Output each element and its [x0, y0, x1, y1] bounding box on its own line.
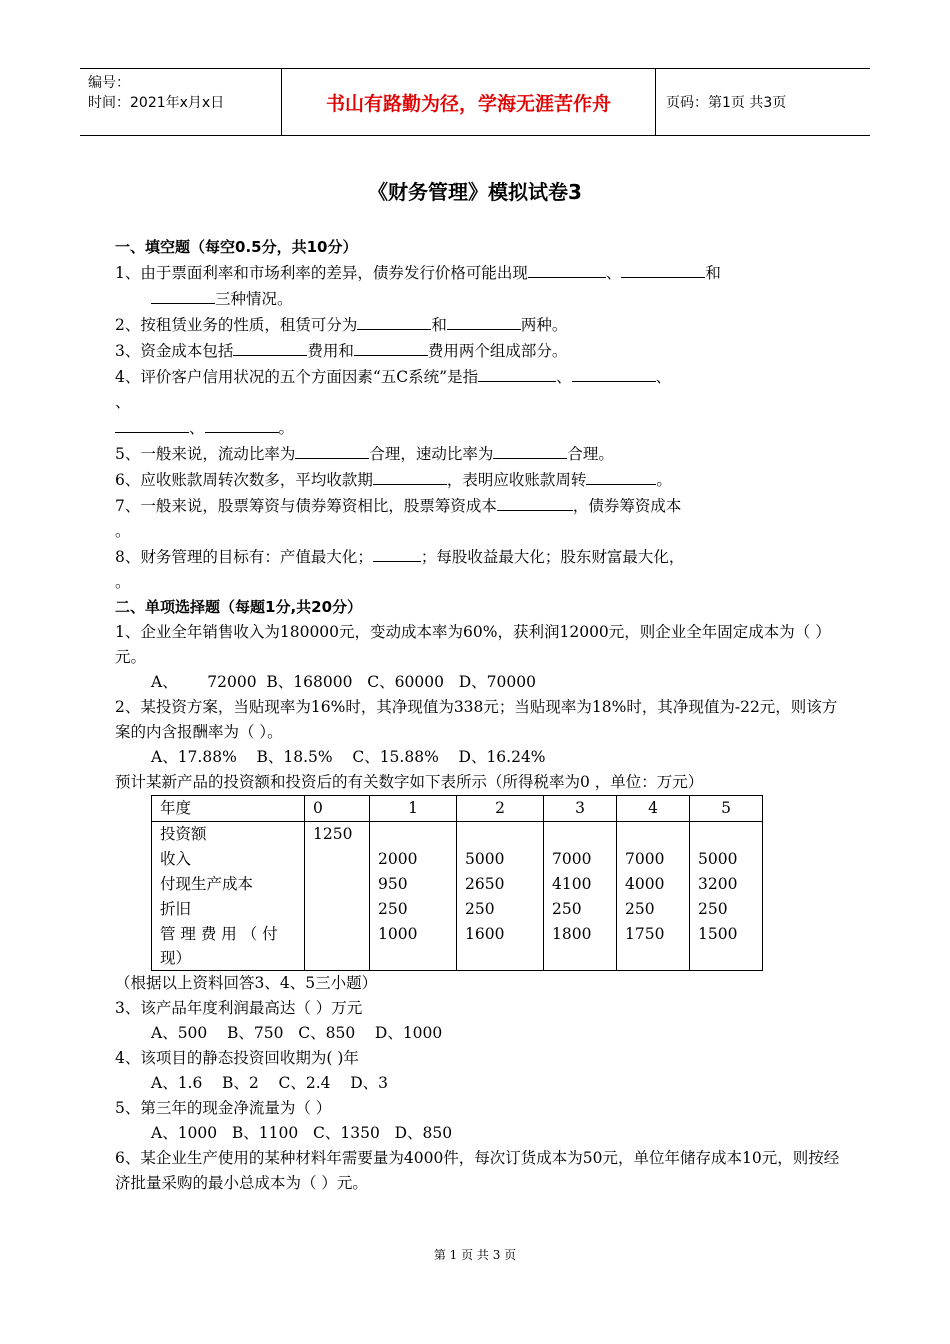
- table-label-cell: [152, 822, 305, 971]
- table-cell: [690, 822, 763, 971]
- table-cell: [457, 822, 544, 971]
- table-header-cell: 3: [544, 796, 617, 822]
- cell-value: 1600: [465, 925, 505, 943]
- blank: [493, 441, 567, 459]
- table-header-cell: 年度: [152, 796, 305, 822]
- text: 。: [115, 573, 131, 591]
- choice-q4: 4、该项目的静态投资回收期为( )年: [115, 1049, 359, 1067]
- choice-q1-options: A、 72000 B、168000 C、60000 D、70000: [151, 673, 536, 691]
- text: 。: [115, 522, 131, 540]
- blank: [151, 286, 215, 304]
- blank: [572, 364, 656, 382]
- table-intro: 预计某新产品的投资额和投资后的有关数字如下表所示（所得税率为0 ，单位：万元）: [115, 773, 704, 791]
- cell-value: 7000: [625, 850, 665, 868]
- cell-value: 1000: [378, 925, 418, 943]
- cell-value: 250: [698, 900, 728, 918]
- text: 合理。: [567, 445, 614, 463]
- blank: [497, 493, 573, 511]
- table-cell: [617, 822, 690, 971]
- text: 6、应收账款周转次数多，平均收款期: [115, 471, 373, 489]
- text: 三种情况。: [215, 290, 293, 308]
- blank: [528, 260, 606, 278]
- text: 2、按租赁业务的性质，租赁可分为: [115, 316, 358, 334]
- code-label: 编号：: [88, 75, 130, 91]
- cell-value: 2000: [378, 850, 418, 868]
- choice-q1: 1、企业全年销售收入为180000元，变动成本率为60%，获利润12000元，则企业全年固定成本为（ ）元。: [115, 623, 831, 666]
- blank: [447, 312, 521, 330]
- cell-value: 250: [625, 900, 655, 918]
- cell-value: 3200: [698, 875, 738, 893]
- document-title: 《财务管理》模拟试卷3: [368, 180, 582, 204]
- table-cell: [370, 822, 457, 971]
- cell-value: 2650: [465, 875, 505, 893]
- table-cell: [544, 822, 617, 971]
- blank: [586, 467, 656, 485]
- row-label: 管 理 费 用 （ 付现）: [160, 925, 278, 967]
- exam-body: [115, 235, 840, 1196]
- table-header-cell: 2: [457, 796, 544, 822]
- cell-value: 4100: [552, 875, 592, 893]
- choice-q2: 2、某投资方案，当贴现率为16%时，其净现值为338元；当贴现率为18%时，其净现值为-22元，则该方案的内含报酬率为（ ）。: [115, 698, 838, 741]
- cell-value: 5000: [465, 850, 505, 868]
- choice-q5: 5、第三年的现金净流量为（ ）: [115, 1099, 332, 1117]
- cell-value: 1750: [625, 925, 665, 943]
- header-motto: 书山有路勤为径，学海无涯苦作舟: [282, 69, 656, 135]
- text: 。: [656, 471, 672, 489]
- header-meta: [80, 69, 282, 135]
- text: 3、资金成本包括: [115, 342, 234, 360]
- text: 1、由于票面利率和市场利率的差异，债券发行价格可能出现: [115, 264, 528, 282]
- page-footer: 第 1 页 共 3 页: [433, 1248, 517, 1262]
- text: 、: [605, 264, 622, 282]
- text: 、: [655, 368, 672, 386]
- blank: [373, 467, 447, 485]
- text: 4、评价客户信用状况的五个方面因素“五C系统”是指: [115, 368, 479, 386]
- fill-q1: [115, 260, 840, 312]
- time-label: 时间：2021年x月x日: [88, 95, 225, 111]
- text: 7、一般来说，股票筹资与债券筹资相比，股票筹资成本: [115, 497, 497, 515]
- choice-q2-options: A、17.88% B、18.5% C、15.88% D、16.24%: [151, 748, 546, 766]
- text: 费用两个组成部分。: [427, 342, 568, 360]
- text: 两种。: [520, 316, 568, 334]
- text: 合理，速动比率为: [369, 445, 494, 463]
- blank: [357, 312, 431, 330]
- cell-value: 250: [552, 900, 582, 918]
- investment-table: [151, 795, 763, 971]
- header-page-info: 页码：第1页 共3页: [666, 95, 787, 111]
- cell-value: 250: [378, 900, 408, 918]
- choice-q4-options: A、1.6 B、2 C、2.4 D、3: [151, 1074, 389, 1092]
- choice-q6: 6、某企业生产使用的某种材料年需要量为4000件，每次订货成本为50元，单位年储存成本10元，则按经济批量采购的最小总成本为（ ）元。: [115, 1149, 840, 1192]
- blank: [115, 415, 189, 433]
- table-header-cell: 0: [305, 796, 370, 822]
- fill-q4: [115, 364, 840, 441]
- text: 、: [189, 419, 205, 437]
- cell-value: 1250: [313, 825, 353, 843]
- fill-q7: [115, 493, 840, 544]
- table-header-cell: 4: [617, 796, 690, 822]
- cell-value: 250: [465, 900, 495, 918]
- table-header-cell: 1: [370, 796, 457, 822]
- table-cell: [305, 822, 370, 971]
- fill-q3: [115, 338, 840, 364]
- blank: [354, 338, 428, 356]
- row-label: 收入: [160, 850, 192, 868]
- text: 和: [431, 316, 447, 334]
- fill-q6: [115, 467, 840, 493]
- table-row: [152, 822, 763, 971]
- table-header-cell: 5: [690, 796, 763, 822]
- blank: [295, 441, 369, 459]
- cell-value: 7000: [552, 850, 592, 868]
- cell-value: 5000: [698, 850, 738, 868]
- blank: [205, 415, 279, 433]
- text: 。: [278, 419, 295, 437]
- fill-q5: [115, 441, 840, 467]
- blank: [621, 260, 705, 278]
- text: 和: [705, 264, 721, 282]
- text: ，债券筹资成本: [572, 497, 682, 515]
- choice-q5-options: A、1000 B、1100 C、1350 D、850: [151, 1124, 453, 1142]
- section2-heading: 二、单项选择题（每题1分,共20分）: [115, 598, 363, 616]
- blank: [478, 364, 556, 382]
- text: 、: [115, 393, 131, 411]
- text: 8、财务管理的目标有：产值最大化；: [115, 548, 373, 566]
- cell-value: 950: [378, 875, 408, 893]
- row-label: 投资额: [160, 825, 207, 843]
- choice-q3-options: A、500 B、750 C、850 D、1000: [151, 1024, 443, 1042]
- page-header: [80, 68, 870, 136]
- row-label: 折旧: [160, 900, 192, 918]
- row-label: 付现生产成本: [160, 875, 254, 893]
- cell-value: 4000: [625, 875, 665, 893]
- blank: [233, 338, 307, 356]
- text: 费用和: [307, 342, 354, 360]
- cell-value: 1800: [552, 925, 592, 943]
- fill-q2: [115, 312, 840, 338]
- table-note: （根据以上资料回答3、4、5三小题）: [115, 974, 378, 992]
- text: 5、一般来说，流动比率为: [115, 445, 296, 463]
- text: ，表明应收账款周转: [446, 471, 587, 489]
- choice-q3: 3、该产品年度利润最高达（ ）万元: [115, 999, 363, 1017]
- table-header-row: [152, 796, 763, 822]
- text: 、: [556, 368, 572, 386]
- blank: [373, 544, 421, 562]
- fill-q8: [115, 544, 840, 595]
- cell-value: 1500: [698, 925, 738, 943]
- text: ；每股收益最大化；股东财富最大化，: [420, 548, 685, 566]
- section1-heading: 一、填空题（每空0.5分，共10分）: [115, 238, 358, 256]
